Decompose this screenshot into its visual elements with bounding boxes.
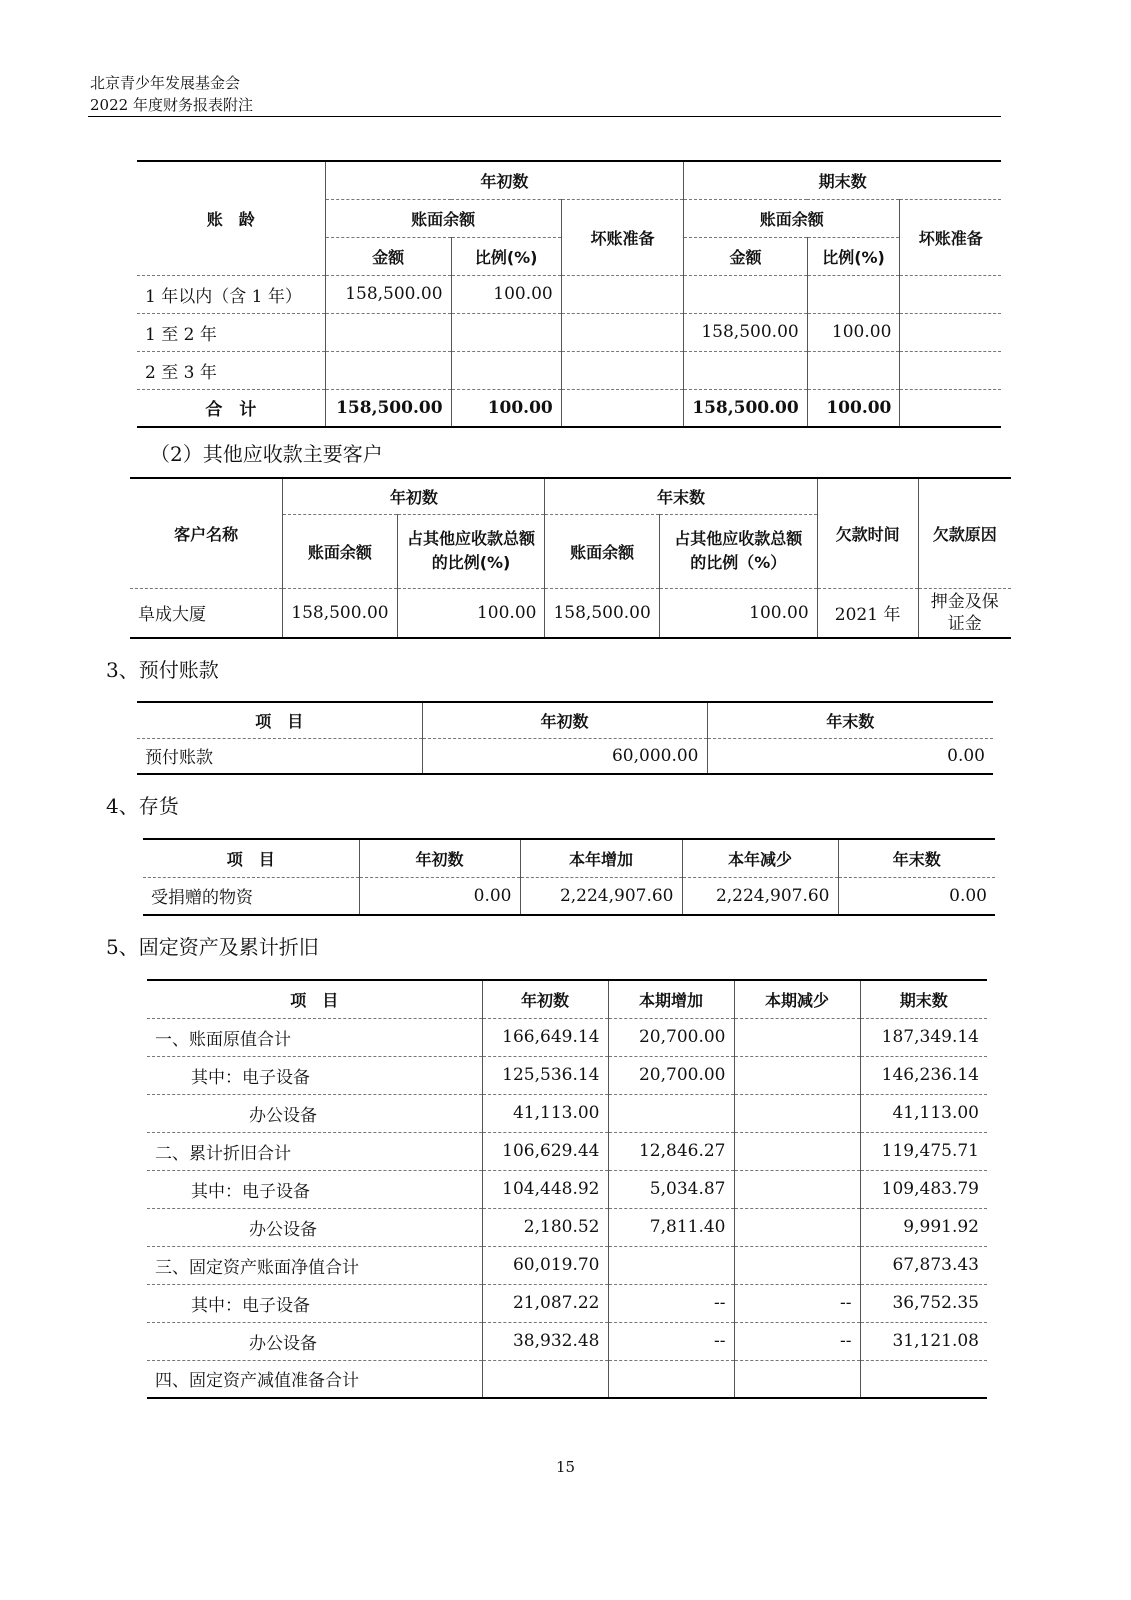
row-label: 一、账面原值合计 — [155, 1029, 291, 1050]
customer-name: 阜成大厦 — [138, 605, 206, 626]
col-end: 年末数 — [545, 478, 817, 514]
cell: 158,500.00 — [545, 588, 659, 638]
cell — [807, 351, 900, 389]
row-label: 办公设备 — [249, 1219, 317, 1240]
cell: 158,500.00 — [325, 389, 451, 427]
col-bad-end: 坏账准备 — [900, 199, 1001, 275]
cell — [900, 313, 1001, 351]
cell — [734, 1018, 860, 1056]
cell — [561, 351, 683, 389]
cell — [451, 351, 561, 389]
col-customer: 客户名称 — [174, 524, 239, 544]
cell: 158,500.00 — [325, 275, 451, 313]
aging-table — [137, 160, 1001, 428]
table-row — [147, 1170, 987, 1208]
cell: 36,752.35 — [860, 1284, 987, 1322]
table-row — [147, 1360, 987, 1398]
cell — [900, 389, 1001, 427]
cell: 100.00 — [659, 588, 817, 638]
cell: 60,000.00 — [422, 738, 707, 774]
cell: 押金及保证金 — [918, 588, 1011, 638]
col-bad-begin: 坏账准备 — [561, 199, 683, 275]
cell — [860, 1360, 987, 1398]
cell — [684, 275, 807, 313]
cell — [807, 275, 900, 313]
col-book-begin: 账面余额 — [283, 514, 397, 588]
row-label: 2 至 3 年 — [145, 362, 217, 383]
table-row — [137, 738, 993, 774]
row-label: 办公设备 — [249, 1333, 317, 1354]
row-label: 1 至 2 年 — [145, 324, 217, 345]
cell: 100.00 — [397, 588, 545, 638]
cell — [561, 389, 683, 427]
inventory-table — [143, 838, 995, 916]
cell: 100.00 — [807, 389, 900, 427]
row-label: 其中：电子设备 — [191, 1295, 310, 1316]
row-label: 其中：电子设备 — [191, 1181, 310, 1202]
cell — [734, 1208, 860, 1246]
cell: 109,483.79 — [860, 1170, 987, 1208]
section-5-title: 5、固定资产及累计折旧 — [106, 935, 319, 959]
col-inc: 本年增加 — [520, 839, 682, 877]
col-amount-begin: 金额 — [325, 237, 451, 275]
row-label: 预付账款 — [145, 748, 213, 769]
org-name: 北京青少年发展基金会 — [90, 74, 241, 92]
col-item: 项 目 — [226, 849, 275, 869]
cell — [734, 1094, 860, 1132]
cell — [608, 1246, 734, 1284]
cell: 20,700.00 — [608, 1018, 734, 1056]
fixed-assets-table — [147, 979, 987, 1399]
col-time: 欠款时间 — [817, 478, 918, 588]
cell: 100.00 — [451, 389, 561, 427]
cell: 2,224,907.60 — [520, 877, 682, 915]
cell — [608, 1094, 734, 1132]
prepaid-table — [137, 701, 993, 775]
cell: 60,019.70 — [482, 1246, 608, 1284]
table-row — [147, 1056, 987, 1094]
table-row — [137, 275, 1001, 313]
cell: 2021 年 — [817, 588, 918, 638]
row-label: 二、累计折旧合计 — [155, 1143, 291, 1164]
cell: 125,536.14 — [482, 1056, 608, 1094]
cell: 0.00 — [838, 877, 995, 915]
table-row — [147, 1018, 987, 1056]
cell — [684, 351, 807, 389]
row-label: 1 年以内（含 1 年） — [145, 286, 302, 307]
cell: 0.00 — [359, 877, 520, 915]
cell: 7,811.40 — [608, 1208, 734, 1246]
cell — [561, 313, 683, 351]
col-begin: 年初数 — [482, 980, 608, 1018]
col-end: 年末数 — [838, 839, 995, 877]
cell — [900, 275, 1001, 313]
cell — [734, 1132, 860, 1170]
col-begin: 年初数 — [325, 161, 684, 199]
page-header — [90, 72, 253, 116]
cell: 2,180.52 — [482, 1208, 608, 1246]
cell — [451, 313, 561, 351]
cell: 100.00 — [451, 275, 561, 313]
col-inc: 本期增加 — [608, 980, 734, 1018]
col-ratio-end: 占其他应收款总额的比例（%） — [659, 514, 817, 588]
cell: -- — [608, 1322, 734, 1360]
cell: 38,932.48 — [482, 1322, 608, 1360]
cell — [561, 275, 683, 313]
cell: 41,113.00 — [860, 1094, 987, 1132]
row-label: 办公设备 — [249, 1105, 317, 1126]
col-book-end: 账面余额 — [545, 514, 659, 588]
cell: 187,349.14 — [860, 1018, 987, 1056]
table-row — [137, 351, 1001, 389]
col-begin: 年初数 — [283, 478, 545, 514]
cell: 158,500.00 — [684, 313, 807, 351]
cell: -- — [608, 1284, 734, 1322]
col-reason: 欠款原因 — [918, 478, 1011, 588]
cell — [608, 1360, 734, 1398]
section-2-title: （2）其他应收款主要客户 — [150, 442, 383, 466]
section-3-title: 3、预付账款 — [106, 658, 219, 682]
col-book-begin: 账面余额 — [325, 199, 561, 237]
cell: 12,846.27 — [608, 1132, 734, 1170]
row-label: 三、固定资产账面净值合计 — [155, 1257, 359, 1278]
col-dec: 本年减少 — [682, 839, 838, 877]
col-dec: 本期减少 — [734, 980, 860, 1018]
col-aging: 账 龄 — [206, 209, 255, 229]
total-row — [137, 389, 1001, 427]
section-4-title: 4、存货 — [106, 794, 179, 818]
table-row — [143, 877, 995, 915]
cell: -- — [734, 1322, 860, 1360]
cell: 20,700.00 — [608, 1056, 734, 1094]
cell: -- — [734, 1284, 860, 1322]
table-row — [147, 1094, 987, 1132]
col-amount-end: 金额 — [684, 237, 807, 275]
cell — [734, 1360, 860, 1398]
cell: 9,991.92 — [860, 1208, 987, 1246]
col-end: 期末数 — [860, 980, 987, 1018]
cell: 100.00 — [807, 313, 900, 351]
table-row — [137, 313, 1001, 351]
cell: 119,475.71 — [860, 1132, 987, 1170]
table-row — [147, 1132, 987, 1170]
cell: 0.00 — [707, 738, 993, 774]
cell: 41,113.00 — [482, 1094, 608, 1132]
row-label: 四、固定资产减值准备合计 — [155, 1371, 359, 1392]
col-ratio-end: 比例(%) — [807, 237, 900, 275]
cell: 158,500.00 — [283, 588, 397, 638]
cell — [900, 351, 1001, 389]
cell — [325, 351, 451, 389]
table-row — [147, 1246, 987, 1284]
cell: 146,236.14 — [860, 1056, 987, 1094]
cell: 166,649.14 — [482, 1018, 608, 1056]
col-ratio-begin: 占其他应收款总额的比例(%) — [397, 514, 545, 588]
page-number: 15 — [555, 1458, 576, 1476]
cell — [734, 1246, 860, 1284]
header-rule — [88, 116, 1001, 117]
table-row — [147, 1322, 987, 1360]
cell: 31,121.08 — [860, 1322, 987, 1360]
cell: 158,500.00 — [684, 389, 807, 427]
cell — [482, 1360, 608, 1398]
col-end: 期末数 — [684, 161, 1001, 199]
cell: 5,034.87 — [608, 1170, 734, 1208]
cell: 106,629.44 — [482, 1132, 608, 1170]
table-row — [147, 1208, 987, 1246]
cell: 104,448.92 — [482, 1170, 608, 1208]
col-begin: 年初数 — [422, 702, 707, 738]
col-item: 项 目 — [255, 711, 304, 731]
cell — [325, 313, 451, 351]
doc-title: 2022 年度财务报表附注 — [90, 96, 253, 114]
cell — [734, 1170, 860, 1208]
row-label: 受捐赠的物资 — [151, 888, 253, 909]
customers-table — [130, 477, 1011, 639]
col-book-end: 账面余额 — [684, 199, 900, 237]
col-begin: 年初数 — [359, 839, 520, 877]
col-end: 年末数 — [707, 702, 993, 738]
cell — [734, 1056, 860, 1094]
cell: 21,087.22 — [482, 1284, 608, 1322]
total-label: 合 计 — [205, 400, 257, 421]
table-row — [147, 1284, 987, 1322]
cell: 67,873.43 — [860, 1246, 987, 1284]
row-label: 其中：电子设备 — [191, 1067, 310, 1088]
cell: 2,224,907.60 — [682, 877, 838, 915]
table-row — [130, 588, 1011, 638]
col-ratio-begin: 比例(%) — [451, 237, 561, 275]
col-item: 项 目 — [290, 990, 339, 1010]
